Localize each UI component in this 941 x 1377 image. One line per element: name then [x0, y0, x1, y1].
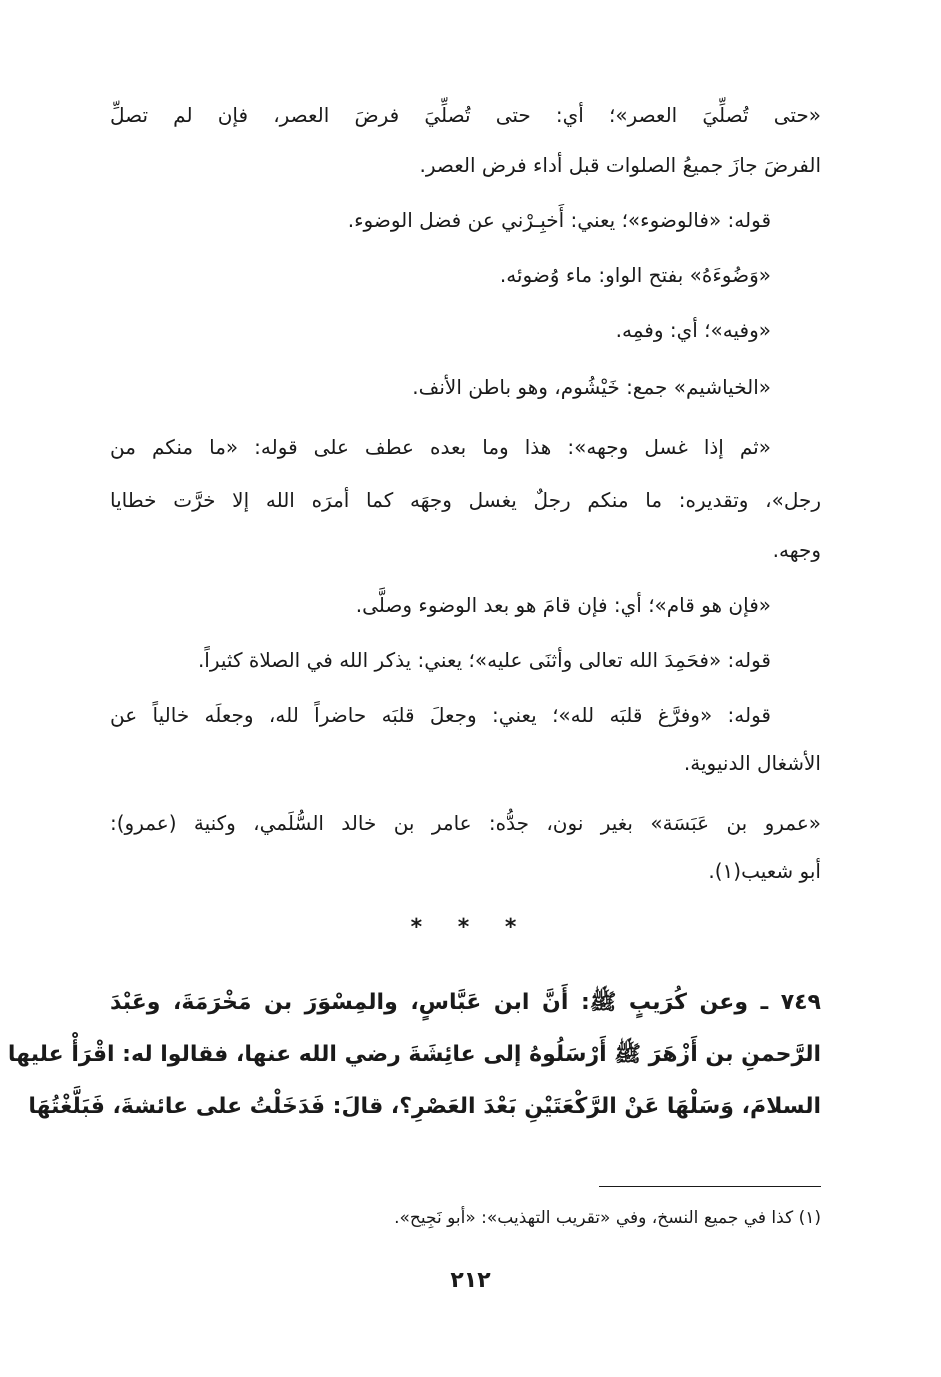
text-line-10: «فإن هو قام»؛ أي: فإن قامَ هو بعد الوضوء وصلَّى. — [355, 593, 771, 617]
hadith-line-2: الرَّحمنِ بن أَزْهَرَ ﷺ أَرْسَلُوهُ إلى عائِشَةَ رضي الله عنها، فقالوا له: اقْرَأْ عليها — [7, 1042, 821, 1067]
text-line-14: «عمرو بن عَبَسَة» بغير نون، جدُّه: عامر بن خالد السُّلَمي، وكنية (عمرو): — [110, 811, 821, 835]
hadith-line-1: ٧٤٩ ـ وعن كُرَيبٍ ﷺ: أَنَّ ابن عَبَّاسٍ، والمِسْوَرَ بن مَخْرَمَةَ، وعَبْدَ — [110, 990, 821, 1015]
text-line-6: «الخياشيم» جمع: خَيْشُوم، وهو باطن الأنف. — [412, 375, 771, 399]
text-line-2: الفرضَ جازَ جميعُ الصلوات قبل أداء فرض العصر. — [419, 153, 821, 177]
section-separator: * * * — [410, 915, 531, 940]
hadith-line-3: السلامَ، وَسَلْهَا عَنْ الرَّكْعَتَيْنِ بَعْدَ العَصْرِ؟، قالَ: فَدَخَلْتُ على عائشةَ، فَبَلَّغْتُهَا — [28, 1094, 821, 1119]
text-line-15: أبو شعيب(١). — [708, 859, 821, 883]
text-line-11: قوله: «فحَمِدَ الله تعالى وأثنَى عليه»؛ يعني: يذكر الله في الصلاة كثيراً. — [197, 648, 771, 672]
text-line-3: قوله: «فالوضوء»؛ يعني: أَخبِـرْني عن فضل الوضوء. — [347, 208, 771, 232]
text-line-5: «وفيه»؛ أي: وفمِه. — [615, 318, 771, 342]
text-line-13: الأشغال الدنيوية. — [683, 751, 821, 775]
page-number: ٢١٢ — [450, 1268, 491, 1293]
text-line-8: رجل»، وتقديره: ما منكم رجلٌ يغسل وجهَه كما أمرَه الله إلا خرَّت خطايا — [110, 488, 821, 512]
text-line-7: «ثم إذا غسل وجهه»: هذا وما بعده عطف على قوله: «ما منكم من — [110, 435, 771, 459]
footnote: (١) كذا في جميع النسخ، وفي «تقريب التهذيب»: «أبو نَجِيح». — [394, 1208, 821, 1228]
text-line-12: قوله: «وفرَّغ قلبَه لله»؛ يعني: وجعلَ قلبَه حاضراً لله، وجعلَه خالياً عن — [110, 703, 771, 727]
text-line-1: «حتى تُصلِّيَ العصر»؛ أي: حتى تُصلِّيَ فرضَ العصر، فإن لم تصلِّ — [110, 103, 821, 127]
footnote-divider — [599, 1186, 821, 1187]
text-line-9: وجهه. — [772, 538, 821, 562]
text-line-4: «وَضُوءَهُ» بفتح الواو: ماء وُضوئه. — [499, 263, 771, 287]
